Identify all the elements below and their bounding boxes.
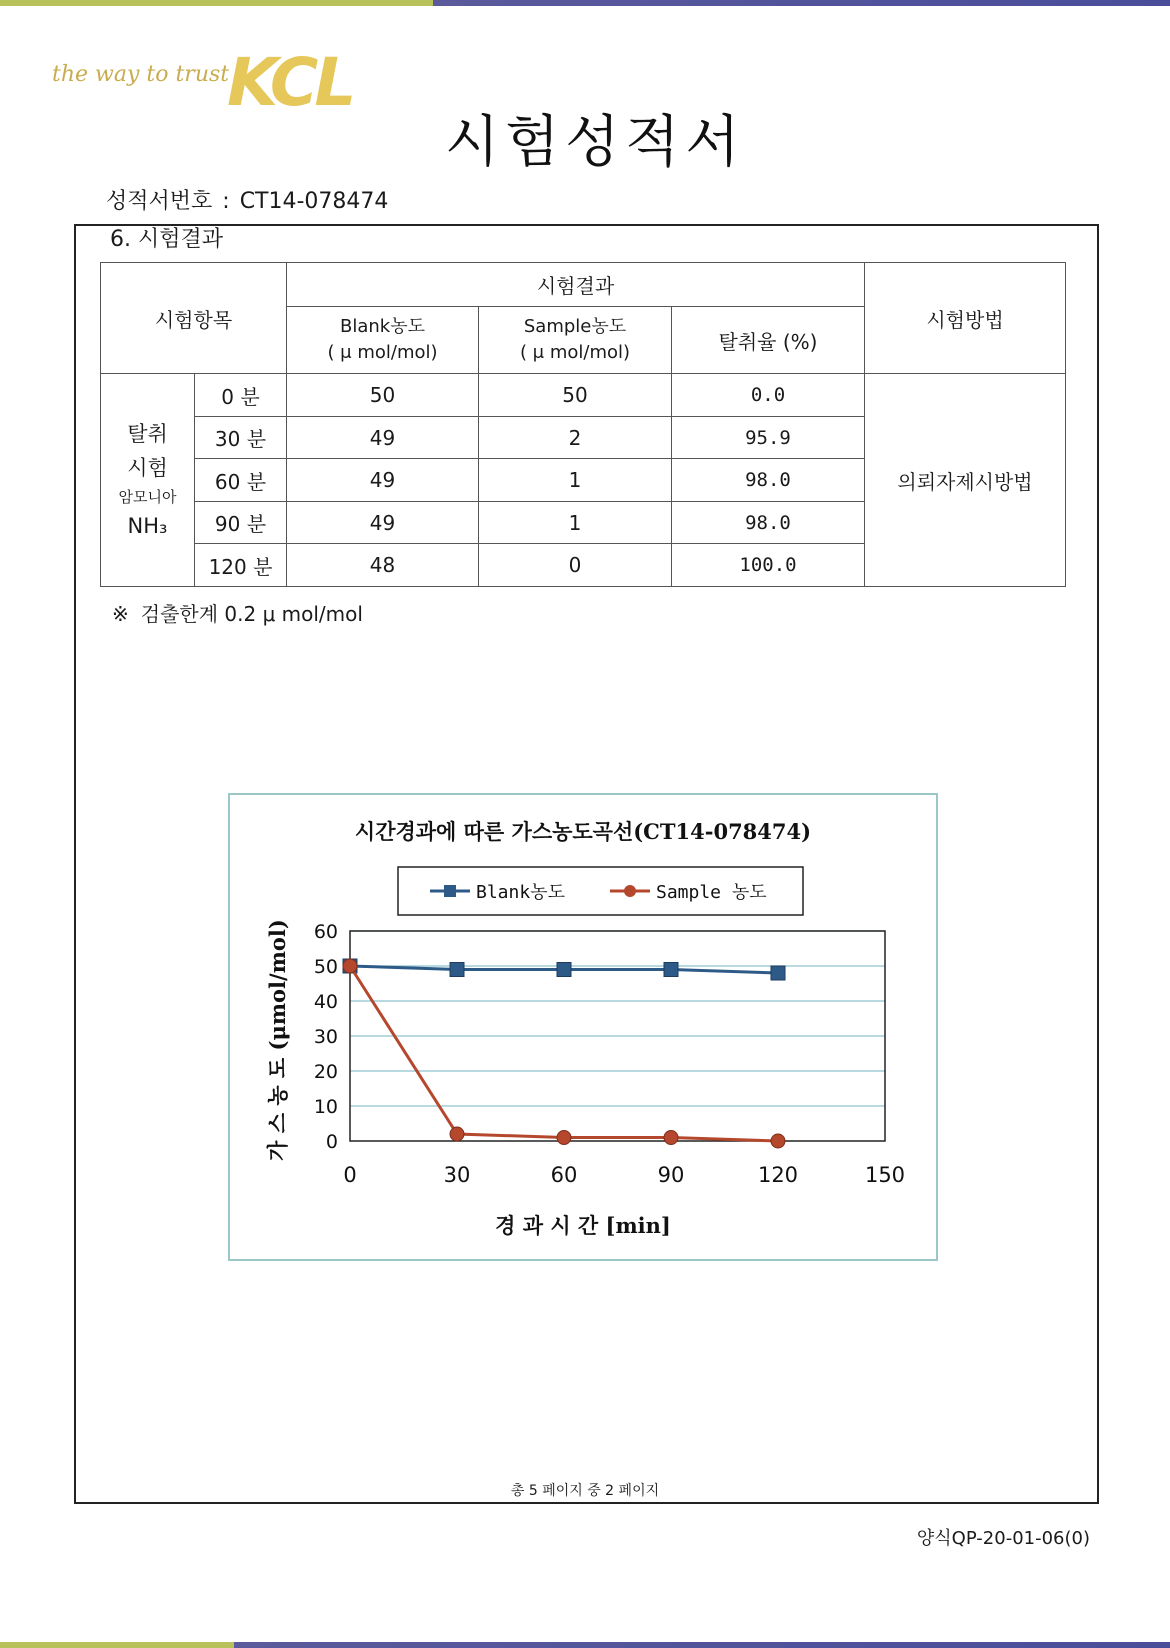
y-tick-label: 30 xyxy=(313,1026,338,1048)
data-point-0 xyxy=(557,963,571,977)
row-blank: 49 xyxy=(287,502,479,544)
header-sample xyxy=(479,307,672,374)
header-test-result: 시험결과 xyxy=(287,263,865,307)
report-number-label: 성적서번호 xyxy=(106,189,213,214)
y-tick-label: 20 xyxy=(313,1061,338,1083)
row-time: 90 분 xyxy=(195,502,287,544)
header-blank xyxy=(287,307,479,374)
series-line-1 xyxy=(350,966,778,1141)
logo-mark: KCL xyxy=(227,44,353,121)
note-mark: ※ xyxy=(112,602,129,626)
row-rate: 0.0 xyxy=(672,374,865,417)
data-point-0 xyxy=(771,966,785,980)
header-sample-label: Sample농도 xyxy=(523,316,627,337)
x-tick-label: 150 xyxy=(864,1163,906,1187)
x-tick-label: 90 xyxy=(657,1163,685,1187)
section-title: 6. 시험결과 xyxy=(110,227,223,252)
data-point-1 xyxy=(450,1127,464,1141)
row-sample: 0 xyxy=(479,544,672,587)
form-code: 양식QP-20-01-06(0) xyxy=(916,1528,1090,1549)
test-group-line1: 탈취 xyxy=(127,422,168,446)
y-tick-label: 40 xyxy=(313,991,338,1013)
report-number-separator: : xyxy=(222,189,230,214)
row-time: 0 분 xyxy=(195,374,287,417)
row-time: 120 분 xyxy=(195,544,287,587)
x-tick-label: 120 xyxy=(757,1163,799,1187)
x-tick-label: 30 xyxy=(443,1163,471,1187)
logo-tagline: the way to trust xyxy=(52,62,230,87)
test-group-label xyxy=(101,374,195,587)
header-sample-unit: ( μ mol/mol) xyxy=(519,342,631,363)
page-title: 시험성적서 xyxy=(445,110,746,175)
row-blank: 49 xyxy=(287,417,479,459)
row-sample: 1 xyxy=(479,502,672,544)
data-point-1 xyxy=(664,1131,678,1145)
data-point-0 xyxy=(450,963,464,977)
results-table xyxy=(100,262,1066,587)
chart-title: 시간경과에 따른 가스농도곡선(CT14-078474) xyxy=(354,819,812,844)
detection-limit-note xyxy=(112,598,363,627)
test-method-value: 의뢰자제시방법 xyxy=(865,374,1066,587)
test-group-line3: 암모니아 xyxy=(118,488,177,506)
row-blank: 49 xyxy=(287,459,479,502)
y-tick-label: 10 xyxy=(313,1096,338,1118)
row-rate: 98.0 xyxy=(672,459,865,502)
legend-marker-0 xyxy=(444,885,456,897)
bottom-color-stripe xyxy=(0,1642,1170,1648)
top-color-stripe xyxy=(0,0,1170,6)
concentration-chart xyxy=(228,793,938,1261)
kcl-logo xyxy=(52,44,353,132)
row-blank: 50 xyxy=(287,374,479,417)
x-tick-label: 60 xyxy=(550,1163,578,1187)
x-axis-label: 경 과 시 간 [min] xyxy=(495,1213,671,1238)
row-blank: 48 xyxy=(287,544,479,587)
table-header-row xyxy=(101,263,1066,307)
y-tick-label: 0 xyxy=(325,1131,338,1153)
note-text: 검출한계 0.2 μ mol/mol xyxy=(140,602,363,626)
row-rate: 95.9 xyxy=(672,417,865,459)
row-sample: 2 xyxy=(479,417,672,459)
legend-marker-1 xyxy=(624,885,636,897)
header-rate: 탈취율 (%) xyxy=(672,307,865,374)
row-time: 60 분 xyxy=(195,459,287,502)
row-rate: 100.0 xyxy=(672,544,865,587)
row-time: 30 분 xyxy=(195,417,287,459)
row-sample: 1 xyxy=(479,459,672,502)
header-test-item: 시험항목 xyxy=(101,263,287,374)
legend-label-0: Blank농도 xyxy=(476,882,565,903)
chart-svg xyxy=(230,795,936,1259)
report-number-value: CT14-078474 xyxy=(239,189,389,214)
row-sample: 50 xyxy=(479,374,672,417)
data-point-1 xyxy=(343,959,357,973)
y-tick-label: 60 xyxy=(313,921,338,943)
header-blank-unit: ( μ mol/mol) xyxy=(327,342,438,363)
test-group-line4: NH₃ xyxy=(127,514,168,538)
data-point-1 xyxy=(557,1131,571,1145)
x-tick-label: 0 xyxy=(343,1163,357,1187)
page-count: 총 5 페이지 중 2 페이지 xyxy=(510,1483,660,1499)
data-point-0 xyxy=(664,963,678,977)
test-group-line2: 시험 xyxy=(127,456,168,480)
data-point-1 xyxy=(771,1134,785,1148)
row-rate: 98.0 xyxy=(672,502,865,544)
y-tick-label: 50 xyxy=(313,956,338,978)
report-number xyxy=(106,184,388,215)
y-axis-label: 가 스 농 도 (μmol/mol) xyxy=(265,919,290,1161)
legend-label-1: Sample 농도 xyxy=(656,882,767,903)
table-row xyxy=(101,374,1066,417)
header-blank-label: Blank농도 xyxy=(340,316,425,337)
header-test-method: 시험방법 xyxy=(865,263,1066,374)
